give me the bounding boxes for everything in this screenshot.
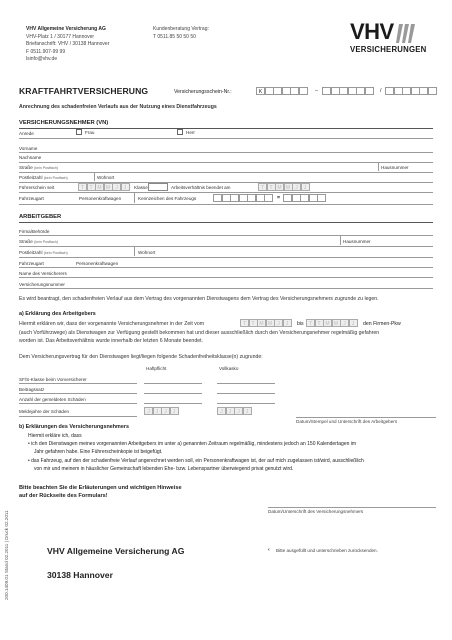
sender-street: VHV-Platz 1 / 30177 Hannover bbox=[26, 33, 95, 40]
plz-label: Postleitzahl (kein Postfach) bbox=[19, 175, 68, 180]
meldejahre-label: Meldejahre der Schäden bbox=[19, 409, 70, 414]
beitragssatz-label: Beitragssatz bbox=[19, 387, 45, 392]
a-line1-end: den Firmen-Pkw bbox=[363, 321, 401, 327]
policy-number-field-3[interactable] bbox=[385, 87, 436, 95]
logo-wordmark: VHV bbox=[350, 19, 394, 44]
policy-number-label: Versicherungsschein-Nr.: bbox=[174, 89, 232, 95]
firma-label: Firma/Behörde bbox=[19, 229, 50, 234]
b-item-2-line2: von mir und meinem in häuslicher Gemeinschaft lebenden Ehe- bzw. Lebenspartner überwiegend privat genutzt wird. bbox=[34, 466, 294, 472]
sender-fax: F 0511.907-99 99 bbox=[26, 48, 66, 55]
return-note: Bitte ausgefüllt und unterschrieben zurücksenden. bbox=[276, 548, 378, 553]
policy-slash: / bbox=[380, 88, 382, 94]
b-intro: Hiermit erkläre ich, dass bbox=[28, 433, 82, 439]
b-item-2-line1: • das Fahrzeug, auf den der schadenfreie Verlauf angerechnet werden soll, ein Personenkraftwagen ist, der auf mich zugelassen ist/wird, ausschließlich bbox=[28, 458, 364, 464]
beitragssatz-haftpflicht-field[interactable] bbox=[144, 393, 202, 394]
versicherer-field[interactable] bbox=[19, 277, 433, 278]
frau-label: Frau bbox=[85, 130, 95, 135]
sender-company: VHV Allgemeine Versicherung AG bbox=[26, 26, 106, 32]
vorname-label: Vorname bbox=[19, 146, 38, 151]
ag-strasse-field[interactable] bbox=[19, 246, 433, 247]
bis-label: bis bbox=[297, 321, 304, 327]
hausnummer-label: Hausnummer bbox=[381, 165, 409, 170]
versicherer-label: Name des Versicherers bbox=[19, 271, 67, 276]
dienstwagen-text: Dem Versicherungsvertrag für den Dienstwagen liegt/liegen folgende Schadenfreiheitsklasse(n) zugrunde: bbox=[19, 354, 263, 360]
sender-email: lsinfo@vhv.de bbox=[26, 56, 58, 63]
b-heading: b) Erklärungen des Versicherungsnehmers bbox=[19, 424, 129, 430]
wohnort-label: Wohnort bbox=[97, 175, 115, 180]
a-line2: (auch Vorführzwege) als Dienstwagen zur Verfügung gestellt bekommen hat und dieser ausschließlich durch den Versicherungsnehmer regelmäßig gefahren bbox=[19, 330, 380, 336]
notice bbox=[19, 484, 182, 500]
kennzeichen-label: Kennzeichen des Fahrzeugs bbox=[138, 196, 197, 201]
vhv-logo bbox=[350, 21, 434, 61]
herr-checkbox[interactable] bbox=[177, 129, 183, 135]
vn-signature-line[interactable] bbox=[268, 507, 436, 508]
anzahl-label: Anzahl der gemeldeten Schäden bbox=[19, 397, 86, 402]
form-subtitle: Anrechnung des schadenfreien Verlaufs aus der Nutzung eines Dienstfahrzeugs bbox=[19, 104, 217, 110]
ag-strasse-label: Straße (kein Postfach) bbox=[19, 239, 59, 244]
ag-fahrzeugart-value: Personenkraftwagen bbox=[76, 261, 119, 266]
nachname-field[interactable] bbox=[19, 162, 433, 163]
meldejahre-haftpflicht-field[interactable]: J J J J bbox=[144, 407, 178, 415]
policy-dash: – bbox=[315, 88, 318, 94]
contact-label: Kundenberatung Vertrag: bbox=[153, 26, 209, 32]
form-title: KRAFTFAHRTVERSICHERUNG bbox=[19, 86, 149, 96]
employer-stamp-caption: Datum/Stempel und Unterschrift des Arbeitgebers bbox=[296, 419, 398, 424]
sender-postal-address: Briefanschrift: VHV / 30138 Hannover bbox=[26, 41, 110, 48]
logo-stripes-icon bbox=[396, 24, 418, 43]
a-line1: Hiermit erklären wir, dass der vorgenannte Versicherungsnehmer in der Zeit vom bbox=[19, 321, 205, 327]
a-heading: a) Erklärung des Arbeitgebers bbox=[19, 311, 96, 317]
contact-block bbox=[153, 26, 243, 41]
policy-number-field[interactable] bbox=[256, 87, 307, 95]
fahrzeugart-value: Personenkraftwagen bbox=[79, 196, 122, 201]
klasse-label: Klasse bbox=[134, 185, 148, 190]
ag-fahrzeugart-label: Fahrzeugart bbox=[19, 261, 44, 266]
ag-wohnort-field[interactable] bbox=[19, 257, 433, 258]
strasse-field[interactable] bbox=[19, 172, 433, 173]
versnr-label: Versicherungsnummer bbox=[19, 282, 65, 287]
form-code-vertical: 200.1409.01 Stand 02.2011 | Druck 02.2011 bbox=[4, 510, 9, 600]
vollkasko-label: Vollkasko bbox=[219, 366, 239, 371]
kennzeichen-field-2[interactable] bbox=[283, 194, 326, 202]
ag-plz-label: Postleitzahl (kein Postfach) bbox=[19, 250, 68, 255]
vorname-field[interactable] bbox=[19, 152, 433, 153]
meldejahre-vollkasko-field[interactable]: J J J J bbox=[217, 407, 251, 415]
policy-prefix: K bbox=[256, 87, 265, 95]
herr-label: Herr bbox=[186, 130, 195, 135]
beitragssatz-vollkasko-field[interactable] bbox=[217, 393, 275, 394]
versnr-field[interactable] bbox=[19, 288, 433, 289]
haftpflicht-label: Haftpflicht bbox=[146, 366, 167, 371]
sfs-haftpflicht-field[interactable] bbox=[144, 383, 202, 384]
klasse-field[interactable] bbox=[148, 183, 168, 191]
frau-checkbox[interactable] bbox=[76, 129, 82, 135]
kennzeichen-separator: = bbox=[277, 195, 281, 201]
kennzeichen-field-1[interactable] bbox=[213, 194, 273, 202]
b-item-1-line1: • ich den Dienstwagen meines vorgenannten Arbeitgebers im unter a) genannten Zeitraum regelmäßig, mindestens jedoch an 150 Kalendertagen im bbox=[28, 441, 357, 447]
vn-heading: VERSICHERUNGSNEHMER (VN) bbox=[19, 120, 109, 126]
a-line3: worden ist. Das Arbeitsverhältnis wurde innerhalb der letzten 6 Monate beendet. bbox=[19, 338, 203, 344]
ag-wohnort-label: Wohnort bbox=[138, 250, 156, 255]
firma-field[interactable] bbox=[19, 235, 433, 236]
anzahl-haftpflicht-field[interactable] bbox=[144, 403, 202, 404]
return-arrow-icon: ‹ bbox=[268, 547, 270, 553]
contact-phone: T 0511.85 50 50 50 bbox=[153, 33, 196, 40]
policy-number-field-2[interactable] bbox=[322, 87, 373, 95]
notice-line2: auf der Rückseite des Formulars! bbox=[19, 493, 108, 499]
fuehrerschein-date-field[interactable]: T T M M J J bbox=[78, 183, 129, 191]
arbeitsverhaeltnis-label: Arbeitsverhältnis beendet am bbox=[171, 185, 231, 190]
fuehrerschein-label: Führerschein seit bbox=[19, 185, 55, 190]
footer-city: 30138 Hannover bbox=[47, 570, 113, 580]
arbeitsverhaeltnis-date-field[interactable]: T T M M J J bbox=[258, 183, 309, 191]
sfs-label: SF/S-Klasse beim Vorversicherer bbox=[19, 377, 87, 382]
notice-line1: Bitte beachten Sie die Erläuterungen und wichtigen Hinweise bbox=[19, 485, 182, 491]
fahrzeugart-label: Fahrzeugart bbox=[19, 196, 44, 201]
period-from-field[interactable]: T T M M J J bbox=[240, 319, 291, 327]
b-item-1-line2: Jahr gefahren habe. Eine Führerscheinkopie ist beigefügt. bbox=[34, 449, 163, 455]
anrede-label: Anrede bbox=[19, 131, 34, 136]
footer-company: VHV Allgemeine Versicherung AG bbox=[47, 546, 185, 556]
sfs-vollkasko-field[interactable] bbox=[217, 383, 275, 384]
strasse-label: Straße (kein Postfach) bbox=[19, 165, 59, 170]
sender-address bbox=[26, 26, 126, 64]
intro-text: Es wird beantragt, den schadenfreien Verlauf aus dem Vertrag des vorgenannten Dienstwagens dem Vertrag des Versicherungsnehmers zugrunde zu legen. bbox=[19, 296, 379, 302]
employer-signature-line[interactable] bbox=[296, 417, 436, 418]
vn-signature-caption: Datum/Unterschrift des Versicherungsnehmers bbox=[268, 509, 364, 514]
period-to-field[interactable]: T T M M J J bbox=[306, 319, 357, 327]
ag-heading: ARBEITGEBER bbox=[19, 214, 62, 220]
nachname-label: Nachname bbox=[19, 155, 42, 160]
logo-subtitle: VERSICHERUNGEN bbox=[350, 45, 427, 54]
ag-hausnummer-label: Hausnummer bbox=[343, 239, 371, 244]
anzahl-vollkasko-field[interactable] bbox=[217, 403, 275, 404]
